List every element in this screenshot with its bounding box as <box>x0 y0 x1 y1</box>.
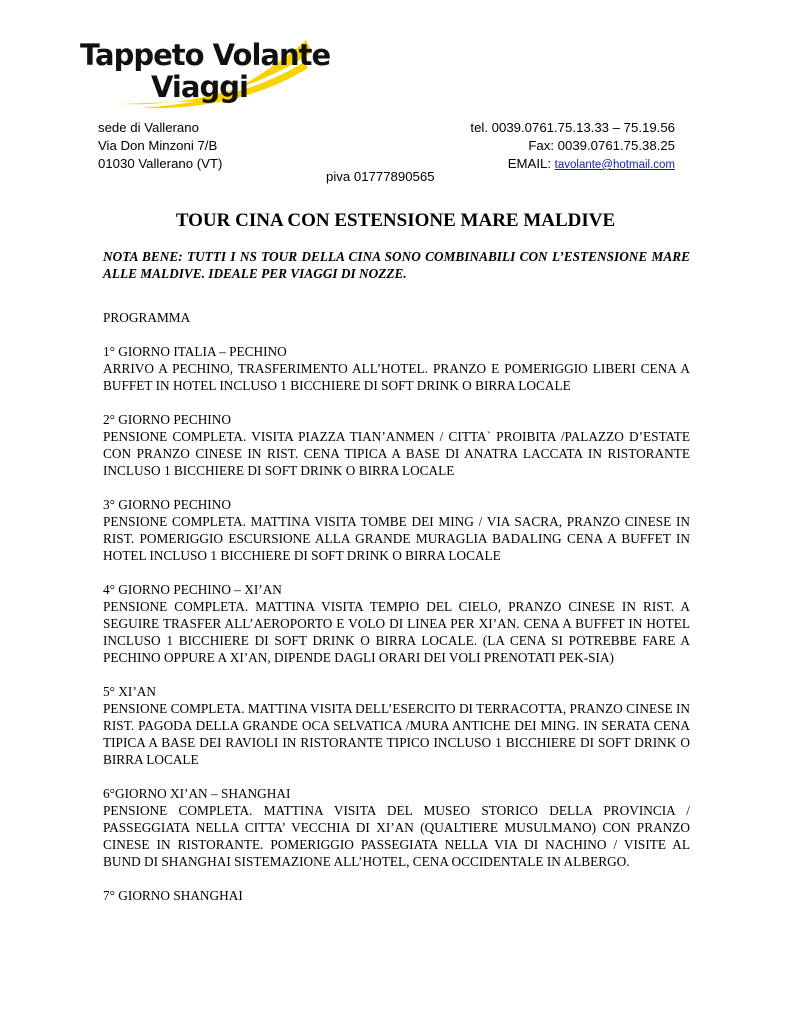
logo-text-line2: Viaggi <box>151 70 248 104</box>
company-logo <box>80 34 331 114</box>
day-description: PENSIONE COMPLETA. MATTINA VISITA TOMBE DEI MING / VIA SACRA, PRANZO CINESE IN RIST. POMERIGGIO ESCURSIONE ALLA GRANDE MURAGLIA BADALING CENA A BUFFET IN HOTEL INCLUSO 1 BICCHIERE DI SOFT DRINK O BIRRA LOCALE <box>103 514 690 563</box>
day-section <box>103 785 690 870</box>
day-section <box>103 496 690 564</box>
day-section <box>103 683 690 768</box>
document-title: TOUR CINA CON ESTENSIONE MARE MALDIVE <box>175 210 616 231</box>
telephone-line: tel. 0039.0761.75.13.33 – 75.19.56 <box>470 120 675 135</box>
day-section <box>103 887 690 904</box>
address-line-office: sede di Vallerano <box>98 120 199 135</box>
address-block <box>98 119 222 173</box>
day-title: 6°GIORNO XI’AN – SHANGHAI <box>103 786 291 801</box>
day-section <box>103 411 690 479</box>
note-paragraph: NOTA BENE: TUTTI I NS TOUR DELLA CINA SONO COMBINABILI CON L’ESTENSIONE MARE ALLE MALDIVE. IDEALE PER VIAGGI DI NOZZE. <box>103 249 690 281</box>
day-description: ARRIVO A PECHINO, TRASFERIMENTO ALL’HOTEL. PRANZO E POMERIGGIO LIBERI CENA A BUFFET IN HOTEL INCLUSO 1 BICCHIERE DI SOFT DRINK O BIRRA LOCALE <box>103 361 690 393</box>
logo-text-line1: Tappeto Volante <box>80 38 331 72</box>
day-title: 3° GIORNO PECHINO <box>103 497 231 512</box>
address-line-city: 01030 Vallerano (VT) <box>98 156 223 171</box>
address-line-street: Via Don Minzoni 7/B <box>98 138 218 153</box>
document-body <box>103 248 690 904</box>
email-link[interactable]: tavolante@hotmail.com <box>554 159 675 171</box>
fax-line: Fax: 0039.0761.75.38.25 <box>528 138 675 153</box>
contact-block <box>470 119 675 174</box>
day-section <box>103 581 690 666</box>
day-description: PENSIONE COMPLETA. MATTINA VISITA TEMPIO DEL CIELO, PRANZO CINESE IN RIST. A SEGUIRE TRASFER ALL’AEROPORTO E VOLO DI LINEA PER XI’AN. CENA A BUFFET IN HOTEL INCLUSO 1 BICCHIERE DI SOFT DRINK O BIRRA LOCALE. (LA CENA SI POTREBBE FARE A PECHINO OPPURE A XI’AN, DIPENDE DAGLI ORARI DEI VOLI PRENOTATI PEK-SIA) <box>103 599 690 665</box>
day-description: PENSIONE COMPLETA. MATTINA VISITA DEL MUSEO STORICO DELLA PROVINCIA / PASSEGGIATA NELLA CITTA’ VECCHIA DI XI’AN (QUALTIERE MUSULMANO) CON PRANZO CINESE IN RISTORANTE. POMERIGGIO PASSEGIATA NELLA VIA DI NACHINO / VISITE AL BUND DI SHANGHAI SISTEMAZIONE ALL’HOTEL, CENA OCCIDENTALE IN ALBERGO. <box>103 803 690 869</box>
email-label: EMAIL: <box>507 156 555 171</box>
day-title: 1° GIORNO ITALIA – PECHINO <box>103 344 287 359</box>
day-description: PENSIONE COMPLETA. MATTINA VISITA DELL’ESERCITO DI TERRACOTTA, PRANZO CINESE IN RIST. PAGODA DELLA GRANDE OCA SELVATICA /MURA ANTICHE DEI MING. IN SERATA CENA TIPICA A BASE DEI RAVIOLI IN RISTORANTE TIPICO INCLUSO 1 BICCHIERE DI SOFT DRINK O BIRRA LOCALE <box>103 701 690 767</box>
program-heading: PROGRAMMA <box>103 310 191 325</box>
day-title: 2° GIORNO PECHINO <box>103 412 231 427</box>
day-section <box>103 343 690 394</box>
day-title: 5° XI’AN <box>103 684 156 699</box>
day-title: 7° GIORNO SHANGHAI <box>103 888 243 903</box>
day-description: PENSIONE COMPLETA. VISITA PIAZZA TIAN’ANMEN / CITTA` PROIBITA /PALAZZO D’ESTATE CON PRANZO CINESE IN RIST. CENA TIPICA A BASE DI ANATRA LACCATA IN RISTORANTE INCLUSO 1 BICCHIERE DI SOFT DRINK O BIRRA LOCALE <box>103 429 690 478</box>
day-title: 4° GIORNO PECHINO – XI’AN <box>103 582 282 597</box>
email-line <box>470 155 675 174</box>
vat-number: piva 01777890565 <box>326 169 435 184</box>
